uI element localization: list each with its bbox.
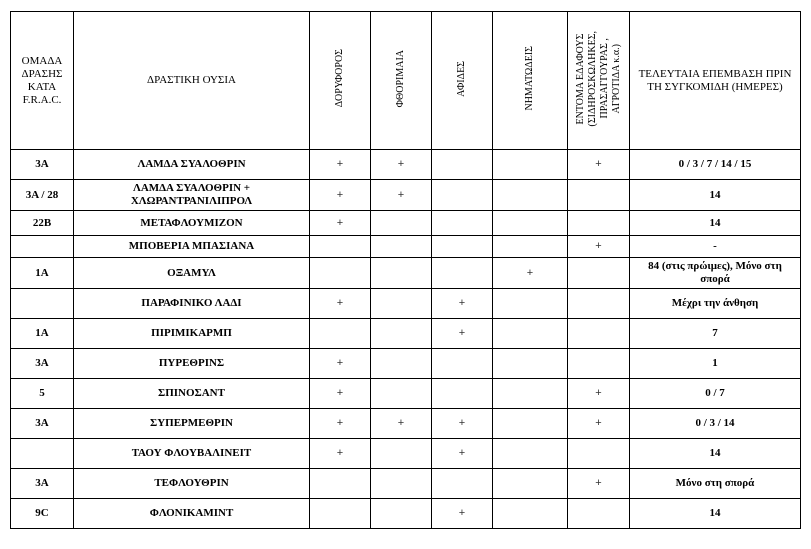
cell-last-application: Μέχρι την άνθηση <box>630 289 801 319</box>
table-row <box>11 319 801 349</box>
cell-pest-5 <box>568 258 630 289</box>
cell-pest-3: + <box>432 319 493 349</box>
cell-pest-3: + <box>432 409 493 439</box>
cell-pest-3 <box>432 379 493 409</box>
cell-last-application: 0 / 7 <box>630 379 801 409</box>
cell-frac-group: 3A <box>11 409 74 439</box>
cell-pest-1: + <box>310 211 371 236</box>
cell-pest-1: + <box>310 349 371 379</box>
cell-pest-2 <box>371 258 432 289</box>
cell-pest-2: + <box>371 180 432 211</box>
cell-pest-5 <box>568 289 630 319</box>
header-pest-5 <box>568 12 630 150</box>
table-row <box>11 469 801 499</box>
table-row <box>11 150 801 180</box>
header-row <box>11 12 801 150</box>
cell-pest-4 <box>493 409 568 439</box>
cell-pest-2 <box>371 379 432 409</box>
header-pest-1 <box>310 12 371 150</box>
table-row <box>11 409 801 439</box>
cell-pest-3: + <box>432 499 493 529</box>
cell-frac-group: 3A <box>11 150 74 180</box>
cell-frac-group: 3A / 28 <box>11 180 74 211</box>
cell-active-substance: ΠΙΡΙΜΙΚΑΡΜΠ <box>74 319 310 349</box>
cell-pest-4 <box>493 379 568 409</box>
cell-pest-2: + <box>371 150 432 180</box>
table-row <box>11 236 801 258</box>
header-frac-group: ΟΜΑΔΑ ΔΡΑΣΗΣ ΚΑΤΑ F.R.A.C. <box>11 12 74 150</box>
cell-pest-5: + <box>568 236 630 258</box>
cell-pest-1 <box>310 236 371 258</box>
cell-last-application: 14 <box>630 499 801 529</box>
cell-pest-5: + <box>568 379 630 409</box>
cell-last-application: 14 <box>630 439 801 469</box>
cell-pest-1 <box>310 258 371 289</box>
cell-active-substance: ΜΕΤΑΦΛΟΥΜΙΖΟΝ <box>74 211 310 236</box>
cell-pest-3: + <box>432 439 493 469</box>
header-pest-4 <box>493 12 568 150</box>
header-pest-5-line-3: ΠΡΑΣΑΓΓΟΥΡΑΣ , <box>598 38 610 119</box>
header-pest-2-label: ΦΘΟΡΙΜΑΙΑ <box>395 49 406 108</box>
cell-pest-3: + <box>432 289 493 319</box>
cell-frac-group: 3A <box>11 349 74 379</box>
cell-pest-4 <box>493 150 568 180</box>
cell-last-application: 7 <box>630 319 801 349</box>
cell-frac-group <box>11 289 74 319</box>
header-pest-5-label <box>575 31 623 127</box>
header-pest-5-line-1: ΕΝΤΟΜΑ ΕΔΑΦΟΥΣ <box>574 33 586 124</box>
cell-frac-group: 9C <box>11 499 74 529</box>
table-row <box>11 439 801 469</box>
cell-active-substance: ΜΠΟΒΕΡΙΑ ΜΠΑΣΙΑΝΑ <box>74 236 310 258</box>
header-pest-3-label: ΑΦΙΔΕΣ <box>456 60 467 97</box>
cell-active-substance: ΤΑΟΥ ΦΛΟΥΒΑΛΙΝΕΙΤ <box>74 439 310 469</box>
cell-frac-group: 22B <box>11 211 74 236</box>
table-row <box>11 349 801 379</box>
cell-last-application: 84 (στις πρώιμες), Μόνο στη σπορά <box>630 258 801 289</box>
cell-pest-4 <box>493 289 568 319</box>
cell-last-application: 14 <box>630 180 801 211</box>
cell-active-substance: ΣΥΠΕΡΜΕΘΡΙΝ <box>74 409 310 439</box>
table-row <box>11 258 801 289</box>
cell-pest-5 <box>568 439 630 469</box>
cell-active-substance: ΣΠΙΝΟΣΑΝΤ <box>74 379 310 409</box>
cell-pest-1: + <box>310 439 371 469</box>
cell-pest-3 <box>432 150 493 180</box>
cell-active-substance: ΤΕΦΛΟΥΘΡΙΝ <box>74 469 310 499</box>
cell-active-substance: ΠΑΡΑΦΙΝΙΚΟ ΛΑΔΙ <box>74 289 310 319</box>
cell-frac-group: 1A <box>11 319 74 349</box>
cell-pest-1: + <box>310 180 371 211</box>
cell-pest-1 <box>310 499 371 529</box>
cell-pest-3 <box>432 469 493 499</box>
cell-pest-2 <box>371 499 432 529</box>
header-pest-3 <box>432 12 493 150</box>
cell-pest-5: + <box>568 150 630 180</box>
cell-pest-1: + <box>310 150 371 180</box>
cell-pest-4 <box>493 469 568 499</box>
table-row <box>11 499 801 529</box>
cell-pest-5 <box>568 499 630 529</box>
cell-active-substance: ΛΑΜΔΑ ΣΥΑΛΟΘΡΙΝ + ΧΛΩΡΑΝΤΡΑΝΙΛΙΠΡΟΛ <box>74 180 310 211</box>
cell-active-substance: ΟΞΑΜΥΛ <box>74 258 310 289</box>
table-row <box>11 180 801 211</box>
header-active-substance: ΔΡΑΣΤΙΚΗ ΟΥΣΙΑ <box>74 12 310 150</box>
cell-last-application: - <box>630 236 801 258</box>
cell-pest-2 <box>371 349 432 379</box>
cell-pest-4 <box>493 349 568 379</box>
cell-pest-1: + <box>310 289 371 319</box>
cell-pest-2 <box>371 211 432 236</box>
cell-pest-1: + <box>310 379 371 409</box>
cell-frac-group: 3A <box>11 469 74 499</box>
header-pest-2 <box>371 12 432 150</box>
cell-pest-1 <box>310 469 371 499</box>
pesticide-table <box>10 11 801 529</box>
cell-active-substance: ΛΑΜΔΑ ΣΥΑΛΟΘΡΙΝ <box>74 150 310 180</box>
cell-pest-5: + <box>568 409 630 439</box>
cell-frac-group: 5 <box>11 379 74 409</box>
cell-pest-4 <box>493 499 568 529</box>
cell-pest-4 <box>493 319 568 349</box>
cell-pest-2: + <box>371 409 432 439</box>
cell-last-application: 1 <box>630 349 801 379</box>
header-pest-5-line-4: ΑΓΡΟΤΙΔΑ κ.α.) <box>610 43 622 114</box>
cell-pest-3 <box>432 236 493 258</box>
cell-pest-2 <box>371 289 432 319</box>
cell-pest-1: + <box>310 409 371 439</box>
cell-last-application: Μόνο στη σπορά <box>630 469 801 499</box>
cell-pest-2 <box>371 236 432 258</box>
table-row <box>11 289 801 319</box>
cell-pest-2 <box>371 439 432 469</box>
cell-last-application: 0 / 3 / 14 <box>630 409 801 439</box>
cell-frac-group <box>11 439 74 469</box>
cell-frac-group: 1A <box>11 258 74 289</box>
header-pest-4-label: ΝΗΜΑΤΩΔΕΙΣ <box>524 46 535 111</box>
cell-active-substance: ΠΥΡΕΘΡΙΝΣ <box>74 349 310 379</box>
cell-pest-5 <box>568 319 630 349</box>
cell-pest-2 <box>371 319 432 349</box>
cell-pest-5 <box>568 211 630 236</box>
table-row <box>11 211 801 236</box>
cell-pest-3 <box>432 211 493 236</box>
cell-pest-5 <box>568 349 630 379</box>
cell-pest-4 <box>493 180 568 211</box>
cell-last-application: 0 / 3 / 7 / 14 / 15 <box>630 150 801 180</box>
cell-pest-1 <box>310 319 371 349</box>
cell-pest-4 <box>493 211 568 236</box>
cell-pest-4: + <box>493 258 568 289</box>
header-last-application: ΤΕΛΕΥΤΑΙΑ ΕΠΕΜΒΑΣΗ ΠΡΙΝ ΤΗ ΣΥΓΚΟΜΙΔΗ (ΗΜΕΡΕΣ) <box>630 12 801 150</box>
cell-pest-5: + <box>568 469 630 499</box>
cell-pest-4 <box>493 236 568 258</box>
table-row <box>11 379 801 409</box>
cell-pest-3 <box>432 258 493 289</box>
cell-pest-4 <box>493 439 568 469</box>
cell-frac-group <box>11 236 74 258</box>
table-body <box>11 150 801 529</box>
cell-active-substance: ΦΛΟΝΙΚΑΜΙΝΤ <box>74 499 310 529</box>
cell-pest-3 <box>432 349 493 379</box>
header-pest-1-label: ΔΟΡΥΦΟΡΟΣ <box>334 49 345 108</box>
cell-last-application: 14 <box>630 211 801 236</box>
cell-pest-2 <box>371 469 432 499</box>
header-pest-5-line-2: (ΣΙΔΗΡΟΣΚΩΛΗΚΕΣ, <box>586 30 598 127</box>
cell-pest-3 <box>432 180 493 211</box>
cell-pest-5 <box>568 180 630 211</box>
